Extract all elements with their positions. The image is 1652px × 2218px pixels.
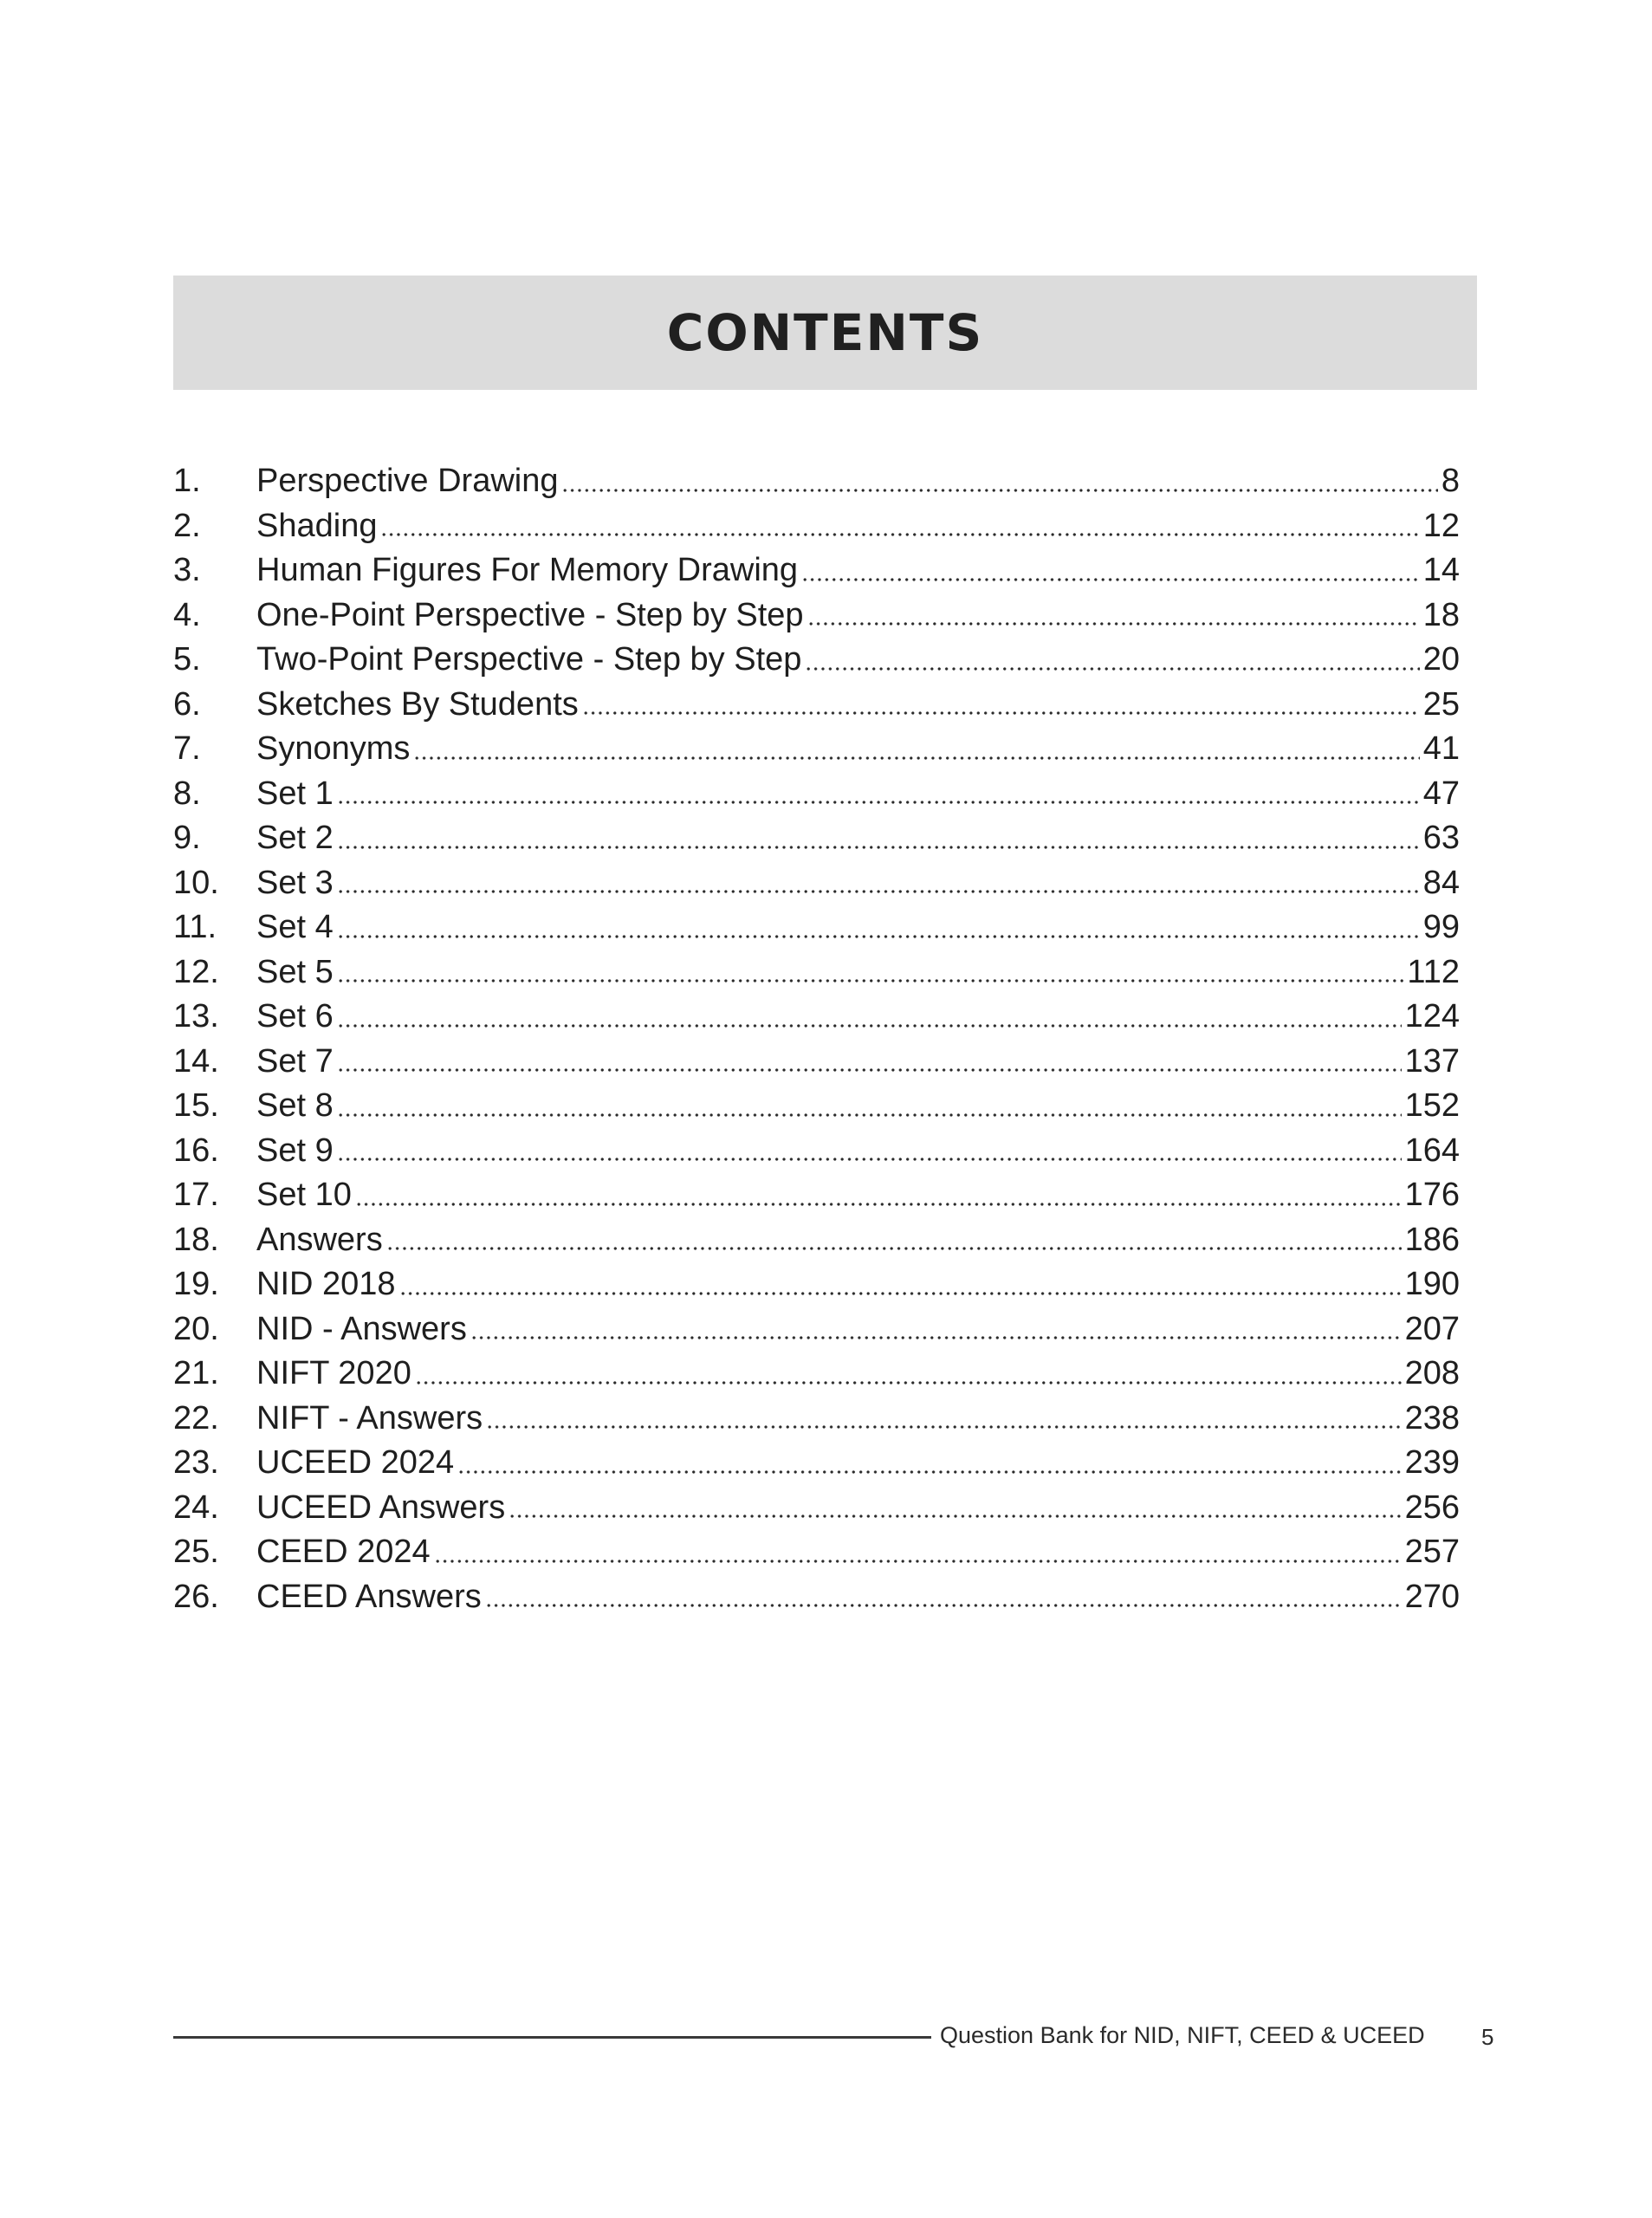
toc-dot-leader: [413, 755, 1419, 762]
toc-entry-title: NIFT 2020: [256, 1355, 411, 1392]
toc-entry-page: 238: [1404, 1399, 1460, 1437]
toc-dot-leader: [337, 1156, 1402, 1163]
toc-entry-page: 257: [1404, 1534, 1460, 1571]
toc-entry: [173, 727, 1460, 772]
toc-entry-number: 18.: [173, 1221, 219, 1258]
toc-entry-page: 239: [1404, 1444, 1460, 1482]
toc-entry-number: 11.: [173, 909, 217, 946]
toc-entry: [173, 1441, 1460, 1486]
toc-entry-page: 12: [1422, 507, 1460, 544]
toc-entry-page: 256: [1404, 1488, 1460, 1526]
toc-entry-page: 176: [1404, 1177, 1460, 1214]
toc-dot-leader: [807, 620, 1420, 627]
toc-entry: [173, 861, 1460, 906]
toc-entry-title: CEED Answers: [256, 1578, 482, 1615]
toc-entry: [173, 638, 1460, 683]
toc-entry: [173, 1040, 1460, 1085]
toc-entry-page: 152: [1404, 1087, 1460, 1125]
toc-entry-title: Shading: [256, 507, 378, 544]
toc-dot-leader: [561, 487, 1437, 494]
toc-entry: [173, 1575, 1460, 1620]
toc-entry-number: 22.: [173, 1399, 219, 1437]
toc-entry-number: 12.: [173, 953, 219, 990]
toc-entry: [173, 1486, 1460, 1531]
toc-entry-title: Set 1: [256, 775, 334, 812]
toc-entry-title: NID - Answers: [256, 1310, 467, 1347]
toc-entry-title: Set 6: [256, 998, 334, 1035]
toc-entry-number: 24.: [173, 1488, 219, 1526]
toc-entry-number: 23.: [173, 1444, 219, 1482]
page-title: CONTENTS: [666, 303, 984, 362]
toc-entry: [173, 1129, 1460, 1174]
toc-entry-title: NIFT - Answers: [256, 1399, 483, 1437]
toc-entry-number: 16.: [173, 1132, 219, 1169]
toc-dot-leader: [485, 1602, 1402, 1609]
toc-entry-number: 8.: [173, 775, 201, 812]
toc-entry-title: Set 3: [256, 864, 334, 901]
toc-entry: [173, 816, 1460, 861]
toc-entry-page: 186: [1404, 1221, 1460, 1258]
toc-entry-page: 41: [1422, 730, 1460, 768]
toc-entry: [173, 950, 1460, 996]
toc-dot-leader: [380, 531, 1419, 538]
toc-entry: [173, 1262, 1460, 1307]
toc-entry-page: 14: [1422, 552, 1460, 589]
toc-entry-page: 190: [1404, 1266, 1460, 1303]
toc-entry: [173, 1218, 1460, 1263]
toc-entry-title: Set 7: [256, 1042, 334, 1080]
toc-entry-page: 20: [1422, 641, 1460, 678]
toc-entry-title: UCEED Answers: [256, 1488, 506, 1526]
toc-entry-title: Set 9: [256, 1132, 334, 1169]
toc-entry-number: 21.: [173, 1355, 219, 1392]
footer-divider: [173, 2036, 931, 2039]
toc-dot-leader: [337, 888, 1420, 895]
toc-dot-leader: [470, 1334, 1402, 1341]
toc-dot-leader: [386, 1245, 1402, 1252]
toc-dot-leader: [337, 799, 1420, 806]
toc-dot-leader: [355, 1201, 1402, 1208]
toc-dot-leader: [434, 1558, 1402, 1565]
toc-entry-title: CEED 2024: [256, 1534, 431, 1571]
toc-dot-leader: [337, 933, 1420, 940]
toc-entry-title: Perspective Drawing: [256, 463, 559, 500]
toc-dot-leader: [486, 1424, 1401, 1430]
toc-entry-title: NID 2018: [256, 1266, 396, 1303]
table-of-contents: [173, 459, 1460, 1619]
toc-entry: [173, 504, 1460, 549]
toc-entry: [173, 1084, 1460, 1129]
toc-entry-title: Set 2: [256, 820, 334, 857]
toc-entry-page: 208: [1404, 1355, 1460, 1392]
toc-entry: [173, 1352, 1460, 1397]
toc-dot-leader: [457, 1469, 1401, 1475]
toc-entry-page: 63: [1422, 820, 1460, 857]
toc-entry-title: Human Figures For Memory Drawing: [256, 552, 799, 589]
toc-entry-title: Answers: [256, 1221, 383, 1258]
toc-entry: [173, 1173, 1460, 1218]
toc-entry-number: 14.: [173, 1042, 219, 1080]
toc-entry-title: Sketches By Students: [256, 685, 579, 723]
toc-entry-number: 19.: [173, 1266, 219, 1303]
toc-entry-page: 8: [1441, 463, 1460, 500]
toc-entry-page: 99: [1422, 909, 1460, 946]
footer-page-number: 5: [1481, 2024, 1494, 2050]
toc-entry-page: 270: [1404, 1578, 1460, 1615]
toc-entry-title: Set 5: [256, 953, 334, 990]
toc-entry-page: 18: [1422, 596, 1460, 633]
toc-entry-number: 1.: [173, 463, 201, 500]
toc-dot-leader: [337, 1022, 1402, 1029]
toc-entry: [173, 459, 1460, 504]
toc-entry-number: 17.: [173, 1177, 219, 1214]
toc-entry: [173, 548, 1460, 593]
toc-dot-leader: [582, 710, 1420, 717]
toc-entry-title: Synonyms: [256, 730, 411, 768]
toc-entry-title: Set 4: [256, 909, 334, 946]
toc-entry-number: 10.: [173, 864, 219, 901]
toc-entry-title: Two-Point Perspective - Step by Step: [256, 641, 802, 678]
toc-dot-leader: [399, 1290, 1402, 1297]
toc-entry: [173, 683, 1460, 728]
toc-dot-leader: [337, 1067, 1402, 1073]
toc-dot-leader: [337, 977, 1404, 984]
toc-entry-title: UCEED 2024: [256, 1444, 455, 1482]
toc-entry: [173, 593, 1460, 639]
toc-entry-number: 25.: [173, 1534, 219, 1571]
toc-entry-page: 112: [1407, 953, 1460, 990]
toc-entry: [173, 1397, 1460, 1442]
toc-entry-number: 6.: [173, 685, 201, 723]
toc-entry: [173, 772, 1460, 817]
toc-entry: [173, 1307, 1460, 1352]
toc-entry-number: 26.: [173, 1578, 219, 1615]
toc-entry-number: 4.: [173, 596, 201, 633]
toc-entry-number: 7.: [173, 730, 201, 768]
toc-dot-leader: [509, 1513, 1401, 1520]
toc-entry-title: One-Point Perspective - Step by Step: [256, 596, 804, 633]
contents-header-banner: [173, 276, 1477, 390]
toc-dot-leader: [337, 844, 1420, 851]
toc-entry-number: 3.: [173, 552, 201, 589]
toc-dot-leader: [415, 1379, 1402, 1386]
footer-book-title: Question Bank for NID, NIFT, CEED & UCEED: [940, 2022, 1425, 2048]
toc-dot-leader: [337, 1112, 1402, 1119]
toc-entry-title: Set 10: [256, 1177, 352, 1214]
toc-entry-number: 5.: [173, 641, 201, 678]
toc-entry: [173, 995, 1460, 1040]
toc-entry: [173, 1530, 1460, 1575]
toc-entry-number: 2.: [173, 507, 201, 544]
toc-entry-number: 15.: [173, 1087, 219, 1125]
toc-entry-number: 13.: [173, 998, 219, 1035]
toc-entry-number: 9.: [173, 820, 201, 857]
toc-dot-leader: [801, 576, 1420, 583]
toc-entry-number: 20.: [173, 1310, 219, 1347]
toc-entry-page: 207: [1404, 1310, 1460, 1347]
toc-entry: [173, 905, 1460, 950]
toc-entry-page: 25: [1422, 685, 1460, 723]
toc-entry-page: 84: [1422, 864, 1460, 901]
toc-entry-page: 164: [1404, 1132, 1460, 1169]
toc-entry-page: 137: [1404, 1042, 1460, 1080]
toc-dot-leader: [805, 665, 1419, 672]
toc-entry-page: 47: [1422, 775, 1460, 812]
toc-entry-page: 124: [1404, 998, 1460, 1035]
toc-entry-title: Set 8: [256, 1087, 334, 1125]
